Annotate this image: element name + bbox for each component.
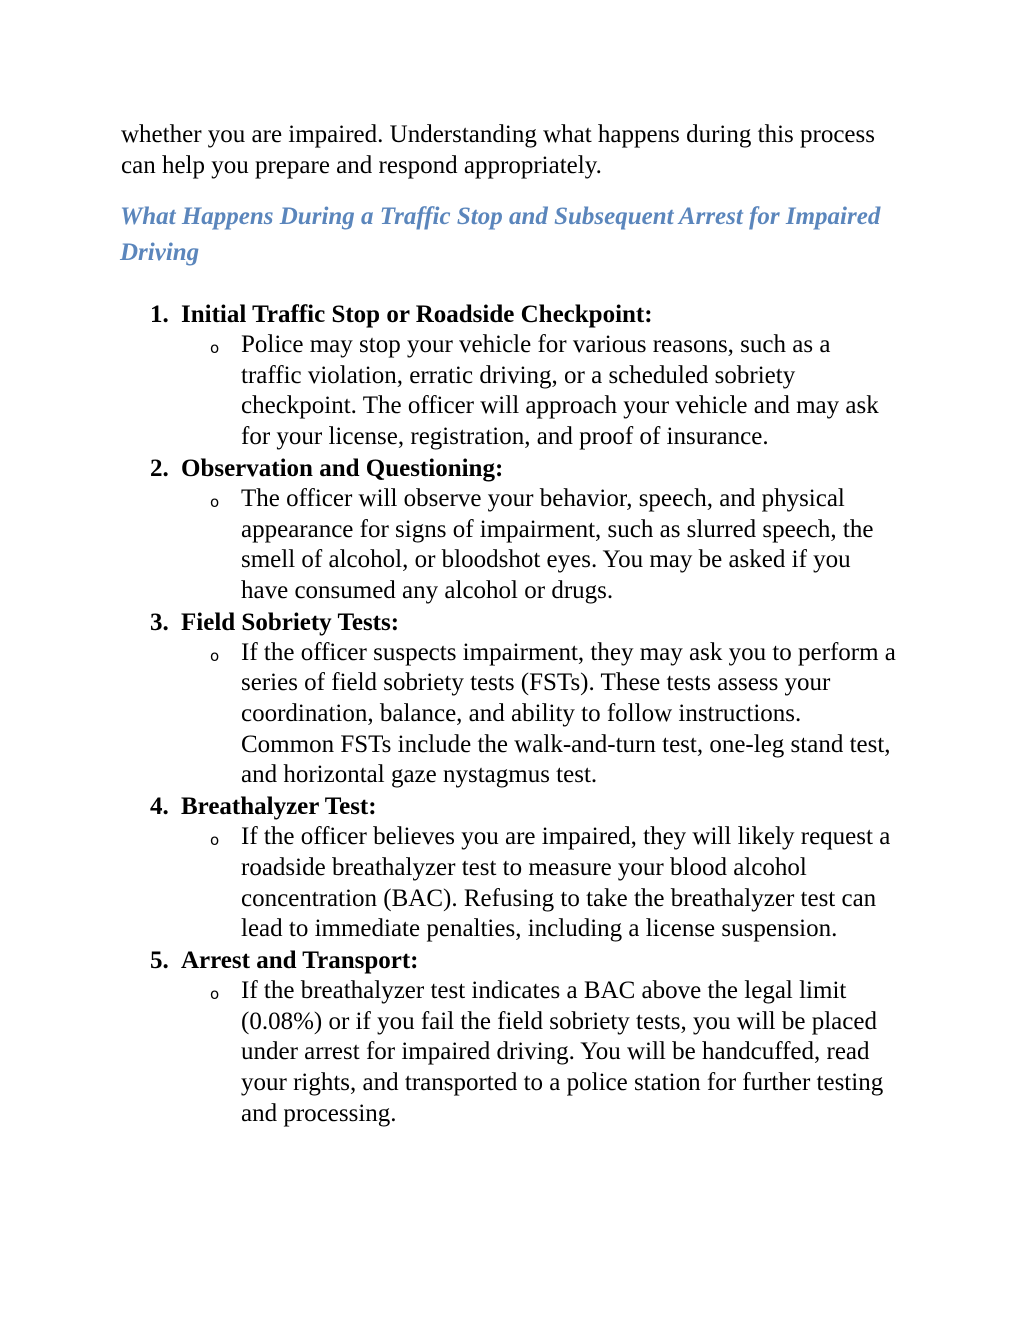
bullet-circle-icon: o: [210, 492, 220, 511]
step-bullets: [0, 976, 1024, 1130]
bullet-circle-icon: o: [210, 339, 220, 357]
intro-paragraph: whether you are impaired. Understanding what happens during this process can help you prepare and respond appropriately.: [121, 121, 875, 179]
step-item: [0, 791, 1024, 945]
step-number: 5.: [150, 946, 169, 974]
step-bullets: [0, 330, 1024, 453]
step-header: [0, 945, 1024, 976]
bullet-circle-icon: o: [210, 984, 220, 1003]
steps-list: [0, 299, 1024, 1129]
step-number: 2.: [150, 454, 169, 482]
bullet-text: Police may stop your vehicle for various reasons, such as a traffic violation, erratic driving, or a scheduled sobriety checkpoint. The officer will approach your vehicle and may ask for your license, registration, and proof of insurance.: [241, 331, 879, 451]
step-bullets: [0, 484, 1024, 607]
step-header: [0, 453, 1024, 484]
step-title: Observation and Questioning:: [181, 454, 504, 482]
step-item: [0, 607, 1024, 792]
step-title: Initial Traffic Stop or Roadside Checkpoint:: [181, 301, 653, 328]
step-number: 1.: [150, 301, 169, 328]
bullet-item: [0, 822, 1024, 945]
step-header: [0, 607, 1024, 638]
bullet-text: The officer will observe your behavior, speech, and physical appearance for signs of impairment, such as slurred speech, the smell of alcohol, or bloodshot eyes. You may be asked if you have consumed any alcohol or drugs.: [241, 484, 874, 604]
bullet-text: If the officer suspects impairment, they may ask you to perform a series of field sobriety tests (FSTs). These tests assess your coordination, balance, and ability to follow instructions. Common FSTs include the walk-and-turn test, one-leg stand test, and horizontal gaze nystagmus test.: [241, 638, 896, 789]
bullet-item: [0, 330, 1024, 453]
step-title: Field Sobriety Tests:: [181, 608, 400, 636]
section-heading: What Happens During a Traffic Stop and Subsequent Arrest for Impaired Driving: [120, 203, 881, 266]
step-item: [0, 453, 1024, 607]
step-title: Arrest and Transport:: [181, 946, 419, 974]
bullet-circle-icon: o: [210, 831, 220, 850]
bullet-item: [0, 976, 1024, 1130]
bullet-text: If the officer believes you are impaired, they will likely request a roadside breathalyzer test to measure your blood alcohol concentration (BAC). Refusing to take the breathalyzer test can lead to immediate penalties, including a license suspension.: [241, 823, 891, 943]
step-item: [0, 299, 1024, 453]
step-number: 4.: [150, 793, 169, 821]
step-bullets: [0, 638, 1024, 792]
step-header: [0, 791, 1024, 822]
step-number: 3.: [150, 608, 169, 636]
bullet-circle-icon: o: [210, 646, 220, 665]
step-bullets: [0, 822, 1024, 945]
bullet-item: [0, 638, 1024, 792]
step-header: [0, 299, 1024, 330]
bullet-item: [0, 484, 1024, 607]
bullet-text: If the breathalyzer test indicates a BAC above the legal limit (0.08%) or if you fail the field sobriety tests, you will be placed under arrest for impaired driving. You will be handcuffed, read your rights, and transported to a police station for further testing and processing.: [241, 976, 884, 1127]
step-title: Breathalyzer Test:: [181, 793, 377, 821]
step-item: [0, 945, 1024, 1130]
